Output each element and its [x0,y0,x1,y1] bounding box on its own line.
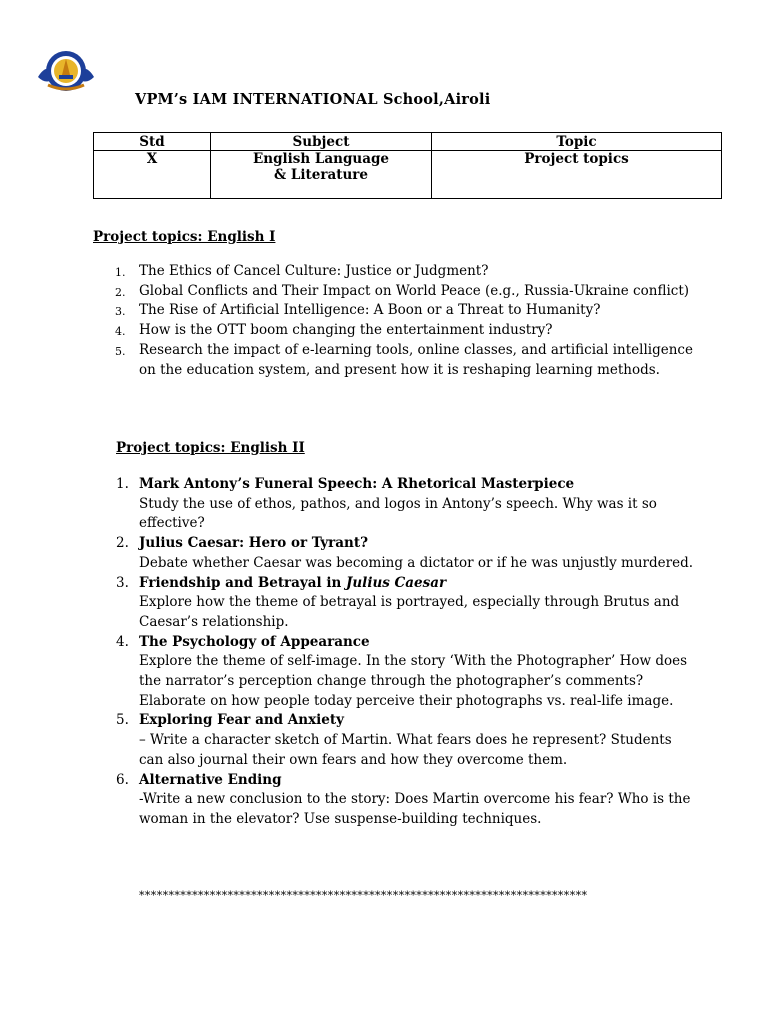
english2-list [93,475,693,830]
item-text: The Rise of Artificial Intelligence: A Boon or a Threat to Humanity? [139,302,601,319]
list-item [93,475,693,534]
item-number: 2. [115,285,126,299]
item-number: 6. [116,771,129,788]
school-logo [34,47,98,95]
info-table-row [94,151,722,199]
item-number: 4. [116,633,129,650]
list-item [93,301,693,321]
list-item [93,574,693,633]
item-number: 1. [115,266,126,279]
item-text: How is the OTT boom changing the entertainment industry? [139,322,553,339]
english1-list [93,262,693,380]
cell-subject-line2: & Literature [274,167,368,183]
item-number: 3. [115,305,126,319]
item-title: Alternative Ending [139,771,282,788]
header-topic: Topic [432,133,722,151]
english2-heading: Project topics: English II [116,440,305,456]
item-description: Study the use of ethos, pathos, and logos in Antony’s speech. Why was it so effective? [139,495,657,532]
item-number: 4. [115,325,126,339]
header-subject: Subject [211,133,432,151]
school-name: VPM’s IAM INTERNATIONAL School,Airoli [135,91,491,108]
item-number: 3. [116,574,129,591]
item-description: -Write a new conclusion to the story: Does Martin overcome his fear? Who is the woman in the elevator? Use suspense-building techniques. [139,791,691,827]
list-item [93,282,693,302]
item-number: 2. [116,535,129,552]
item-description: Explore the theme of self-image. In the story ‘With the Photographer’ How does the narrator’s perception change through the photographer’s comments? Elaborate on how people today perceive their photographs vs. real-life image. [139,653,688,709]
list-item [93,711,693,770]
cell-std: X [94,151,211,199]
info-table-header-row [94,133,722,151]
item-title: Exploring Fear and Anxiety [139,712,344,729]
item-text: Global Conflicts and Their Impact on World Peace (e.g., Russia-Ukraine conflict) [139,282,690,299]
item-text: The Ethics of Cancel Culture: Justice or Judgment? [139,263,489,279]
item-description: Explore how the theme of betrayal is portrayed, especially through Brutus and Caesar’s relationship. [139,594,680,630]
footer-divider-stars: **************************************************************************** [139,889,588,902]
item-number: 5. [116,712,129,729]
cell-subject [211,151,432,199]
list-item [93,534,693,573]
item-title-text: Friendship and Betrayal in [139,574,346,591]
item-title: The Psychology of Appearance [139,633,370,650]
list-item [93,262,693,282]
cell-topic: Project topics [432,151,722,199]
item-text: Research the impact of e-learning tools, online classes, and artificial intelligence on the education system, and present how it is reshaping learning methods. [139,341,693,378]
item-number: 1. [116,476,129,492]
english1-heading: Project topics: English I [93,229,276,245]
cell-subject-line1: English Language [252,151,389,167]
item-title: Mark Antony’s Funeral Speech: A Rhetorical Masterpiece [139,476,575,492]
item-title: Julius Caesar: Hero or Tyrant? [139,535,369,552]
list-item [93,771,693,830]
item-title-italic: Julius Caesar [345,574,447,591]
item-description: Debate whether Caesar was becoming a dictator or if he was unjustly murdered. [139,554,694,571]
list-item [93,321,693,341]
item-description: – Write a character sketch of Martin. What fears does he represent? Students can also journal their own fears and how they overcome them. [139,732,672,768]
item-title [139,574,693,594]
info-table [93,132,722,199]
list-item [93,633,693,712]
item-number: 5. [115,344,126,358]
header-std: Std [94,133,211,151]
list-item [93,341,693,380]
